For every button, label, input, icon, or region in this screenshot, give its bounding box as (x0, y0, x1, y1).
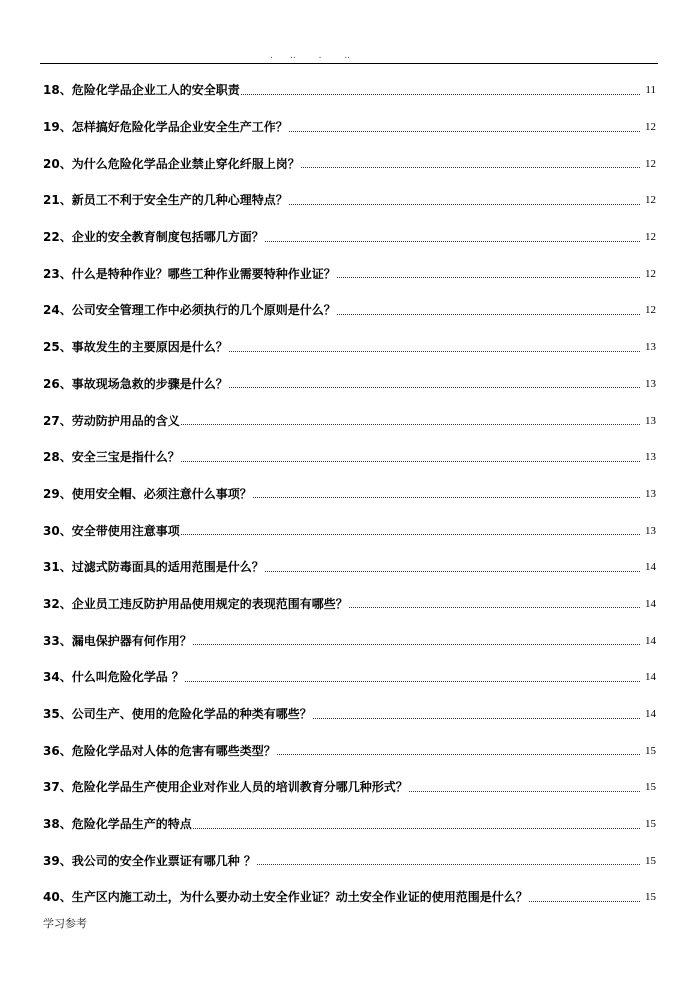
toc-entry[interactable] (43, 622, 656, 659)
toc-entry-page-number: 15 (645, 818, 656, 831)
toc-entry-title: 29、使用安全帽、必须注意什么事项？ (43, 486, 252, 501)
toc-entry-title: 18、危险化学品企业工人的安全职责 (43, 83, 240, 98)
toc-entry-title: 24、公司安全管理工作中必须执行的几个原则是什么？ (43, 303, 336, 318)
toc-entry-page-number: 15 (645, 744, 656, 757)
toc-entry[interactable] (43, 732, 656, 769)
toc-dot-leader (289, 204, 640, 205)
toc-dot-leader (337, 314, 640, 315)
toc-entry-page-number: 13 (645, 524, 656, 537)
toc-entry-page-number: 12 (645, 267, 656, 280)
toc-entry-page-number: 12 (645, 304, 656, 317)
toc-dot-leader (181, 534, 640, 535)
toc-dot-leader (349, 607, 640, 608)
toc-entry[interactable] (43, 769, 656, 806)
toc-dot-leader (181, 424, 640, 425)
toc-entry-title: 36、危险化学品对人体的危害有哪些类型？ (43, 743, 276, 758)
toc-dot-leader (185, 681, 640, 682)
header-dots: . .. . .. (270, 51, 351, 61)
toc-entry-page-number: 12 (645, 157, 656, 170)
toc-entry-title: 19、怎样搞好危险化学品企业安全生产工作？ (43, 120, 288, 135)
toc-dot-leader (229, 351, 640, 352)
toc-entry-page-number: 14 (645, 671, 656, 684)
toc-entry[interactable] (43, 586, 656, 623)
toc-entry-title: 22、企业的安全教育制度包括哪几方面？ (43, 230, 264, 245)
footer-note: 学习参考 (43, 917, 87, 930)
toc-entry-page-number: 13 (645, 341, 656, 354)
toc-entry-page-number: 13 (645, 451, 656, 464)
toc-dot-leader (253, 497, 640, 498)
toc-entry[interactable] (43, 806, 656, 843)
toc-entry-title: 30、安全带使用注意事项 (43, 523, 180, 538)
toc-entry-title: 40、生产区内施工动土，为什么要办动土安全作业证？动土安全作业证的使用范围是什么？ (43, 890, 528, 905)
toc-entry-title: 37、危险化学品生产使用企业对作业人员的培训教育分哪几种形式？ (43, 780, 408, 795)
toc-dot-leader (265, 241, 640, 242)
toc-entry-title: 20、为什么危险化学品企业禁止穿化纤服上岗？ (43, 156, 300, 171)
toc-dot-leader (277, 754, 640, 755)
toc-entry-title: 38、危险化学品生产的特点 (43, 817, 192, 832)
toc-dot-leader (193, 644, 640, 645)
toc-dot-leader (337, 277, 640, 278)
toc-entry-title: 34、什么叫危险化学品 ？ (43, 670, 184, 685)
toc-dot-leader (289, 131, 640, 132)
toc-entry[interactable] (43, 842, 656, 879)
toc-entry[interactable] (43, 439, 656, 476)
toc-entry-page-number: 12 (645, 121, 656, 134)
table-of-contents (43, 72, 656, 916)
toc-entry-page-number: 13 (645, 487, 656, 500)
toc-dot-leader (265, 571, 640, 572)
toc-entry-page-number: 14 (645, 597, 656, 610)
toc-entry[interactable] (43, 182, 656, 219)
toc-entry-page-number: 14 (645, 634, 656, 647)
toc-entry[interactable] (43, 109, 656, 146)
toc-dot-leader (193, 828, 640, 829)
toc-entry[interactable] (43, 292, 656, 329)
toc-entry-page-number: 15 (645, 854, 656, 867)
toc-entry-title: 23、什么是特种作业？哪些工种作业需要特种作业证？ (43, 266, 336, 281)
toc-dot-leader (409, 791, 640, 792)
toc-entry-title: 28、安全三宝是指什么？ (43, 450, 180, 465)
toc-entry-title: 32、企业员工违反防护用品使用规定的表现范围有哪些？ (43, 596, 348, 611)
toc-entry[interactable] (43, 255, 656, 292)
toc-entry-title: 31、过滤式防毒面具的适用范围是什么？ (43, 560, 264, 575)
toc-entry-page-number: 13 (645, 414, 656, 427)
toc-dot-leader (229, 387, 640, 388)
toc-entry-page-number: 12 (645, 194, 656, 207)
toc-entry-page-number: 12 (645, 231, 656, 244)
toc-entry[interactable] (43, 72, 656, 109)
toc-entry-title: 25、事故发生的主要原因是什么？ (43, 340, 228, 355)
toc-entry[interactable] (43, 696, 656, 733)
toc-entry-page-number: 11 (645, 84, 656, 97)
toc-entry[interactable] (43, 476, 656, 513)
toc-dot-leader (313, 718, 640, 719)
toc-entry-title: 35、公司生产、使用的危险化学品的种类有哪些？ (43, 707, 312, 722)
toc-dot-leader (529, 901, 640, 902)
toc-entry[interactable] (43, 145, 656, 182)
toc-entry-page-number: 15 (645, 781, 656, 794)
toc-entry-title: 27、劳动防护用品的含义 (43, 413, 180, 428)
toc-entry-page-number: 15 (645, 891, 656, 904)
toc-entry[interactable] (43, 659, 656, 696)
toc-entry[interactable] (43, 879, 656, 916)
toc-entry-title: 33、漏电保护器有何作用？ (43, 633, 192, 648)
toc-entry-page-number: 14 (645, 708, 656, 721)
toc-dot-leader (181, 461, 640, 462)
toc-entry-title: 21、新员工不利于安全生产的几种心理特点？ (43, 193, 288, 208)
toc-entry[interactable] (43, 512, 656, 549)
toc-entry[interactable] (43, 219, 656, 256)
toc-entry-page-number: 13 (645, 377, 656, 390)
toc-dot-leader (301, 167, 640, 168)
toc-entry[interactable] (43, 402, 656, 439)
toc-entry-page-number: 14 (645, 561, 656, 574)
toc-dot-leader (257, 864, 640, 865)
toc-dot-leader (241, 94, 640, 95)
header-rule (40, 63, 658, 64)
toc-entry[interactable] (43, 329, 656, 366)
toc-entry[interactable] (43, 366, 656, 403)
toc-entry-title: 26、事故现场急救的步骤是什么？ (43, 376, 228, 391)
toc-entry[interactable] (43, 549, 656, 586)
toc-entry-title: 39、我公司的安全作业票证有哪几种 ？ (43, 853, 256, 868)
